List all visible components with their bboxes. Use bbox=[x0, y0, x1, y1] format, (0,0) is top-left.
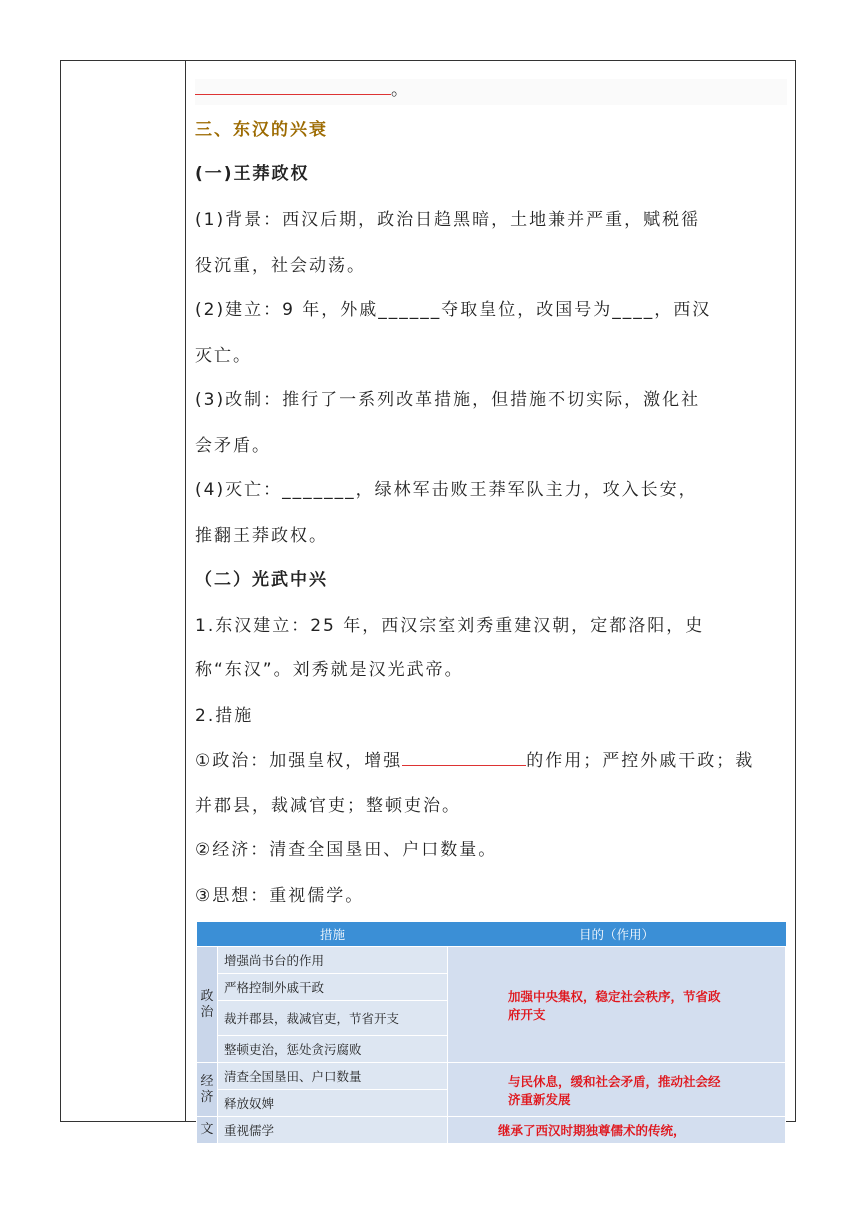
politics-prefix: ①政治：加强皇权，增强 bbox=[195, 751, 403, 771]
header-measures: 措施 bbox=[218, 922, 448, 947]
reform-line-2: 会矛盾。 bbox=[195, 436, 271, 456]
politics-suffix: 的作用；严控外戚干政；裁 bbox=[526, 751, 755, 771]
purpose-politics: 加强中央集权，稳定社会秩序，节省政府开支 bbox=[448, 947, 786, 1063]
top-line bbox=[195, 79, 787, 105]
header-purpose: 目的（作用） bbox=[448, 922, 786, 947]
part-2-title: （二）光武中兴 bbox=[195, 570, 328, 590]
section-3-title: 三、东汉的兴衰 bbox=[195, 120, 328, 140]
politics-line-1 bbox=[195, 749, 754, 772]
fall-line-2: 推翻王莽政权。 bbox=[195, 526, 328, 546]
part-1-title: (一)王莽政权 bbox=[195, 164, 310, 184]
category-economy: 经济 bbox=[197, 1063, 218, 1117]
measure-cell: 增强尚书台的作用 bbox=[218, 947, 448, 974]
header-blank bbox=[197, 922, 218, 947]
category-culture: 文 bbox=[197, 1117, 218, 1144]
purpose-culture: 继承了西汉时期独尊儒术的传统， bbox=[448, 1117, 786, 1144]
economy-line: ②经济：清查全国垦田、户口数量。 bbox=[195, 840, 498, 860]
establish-line-2: 灭亡。 bbox=[195, 346, 252, 366]
end-mark: 。 bbox=[391, 80, 410, 100]
category-politics: 政治 bbox=[197, 947, 218, 1063]
politics-line-2: 并郡县，裁减官吏；整顿吏治。 bbox=[195, 796, 461, 816]
measure-cell: 整顿吏治，惩处贪污腐败 bbox=[218, 1036, 448, 1063]
fall-line-1: (4)灭亡：_______，绿林军击败王莽军队主力，攻入长安， bbox=[195, 480, 698, 500]
establish-line-1: (2)建立：9 年，外戚______夺取皇位，改国号为____，西汉 bbox=[195, 300, 712, 320]
measure-cell: 重视儒学 bbox=[218, 1117, 448, 1144]
measure-cell: 裁并郡县，裁减官吏，节省开支 bbox=[218, 1001, 448, 1036]
measure-cell: 清查全国垦田、户口数量 bbox=[218, 1063, 448, 1090]
column-divider bbox=[185, 61, 186, 1121]
measures-table-image bbox=[196, 922, 786, 1138]
measures-label: 2.措施 bbox=[195, 706, 254, 726]
reform-line-1: (3)改制：推行了一系列改革措施，但措施不切实际，激化社 bbox=[195, 390, 701, 410]
purpose-economy: 与民休息，缓和社会矛盾，推动社会经济重新发展 bbox=[448, 1063, 786, 1117]
measure-cell: 严格控制外戚干政 bbox=[218, 974, 448, 1001]
east-han-line-2: 称“东汉”。刘秀就是汉光武帝。 bbox=[195, 660, 464, 680]
measures-table bbox=[196, 922, 786, 1144]
answer-blank-2 bbox=[402, 749, 526, 766]
background-line-2: 役沉重，社会动荡。 bbox=[195, 256, 366, 276]
measure-cell: 释放奴婢 bbox=[218, 1090, 448, 1117]
background-line-1: (1)背景：西汉后期，政治日趋黑暗，土地兼并严重，赋税徭 bbox=[195, 210, 701, 230]
thought-line: ③思想：重视儒学。 bbox=[195, 886, 365, 906]
answer-blank bbox=[195, 80, 391, 95]
east-han-line-1: 1.东汉建立：25 年，西汉宗室刘秀重建汉朝，定都洛阳，史 bbox=[195, 616, 705, 636]
